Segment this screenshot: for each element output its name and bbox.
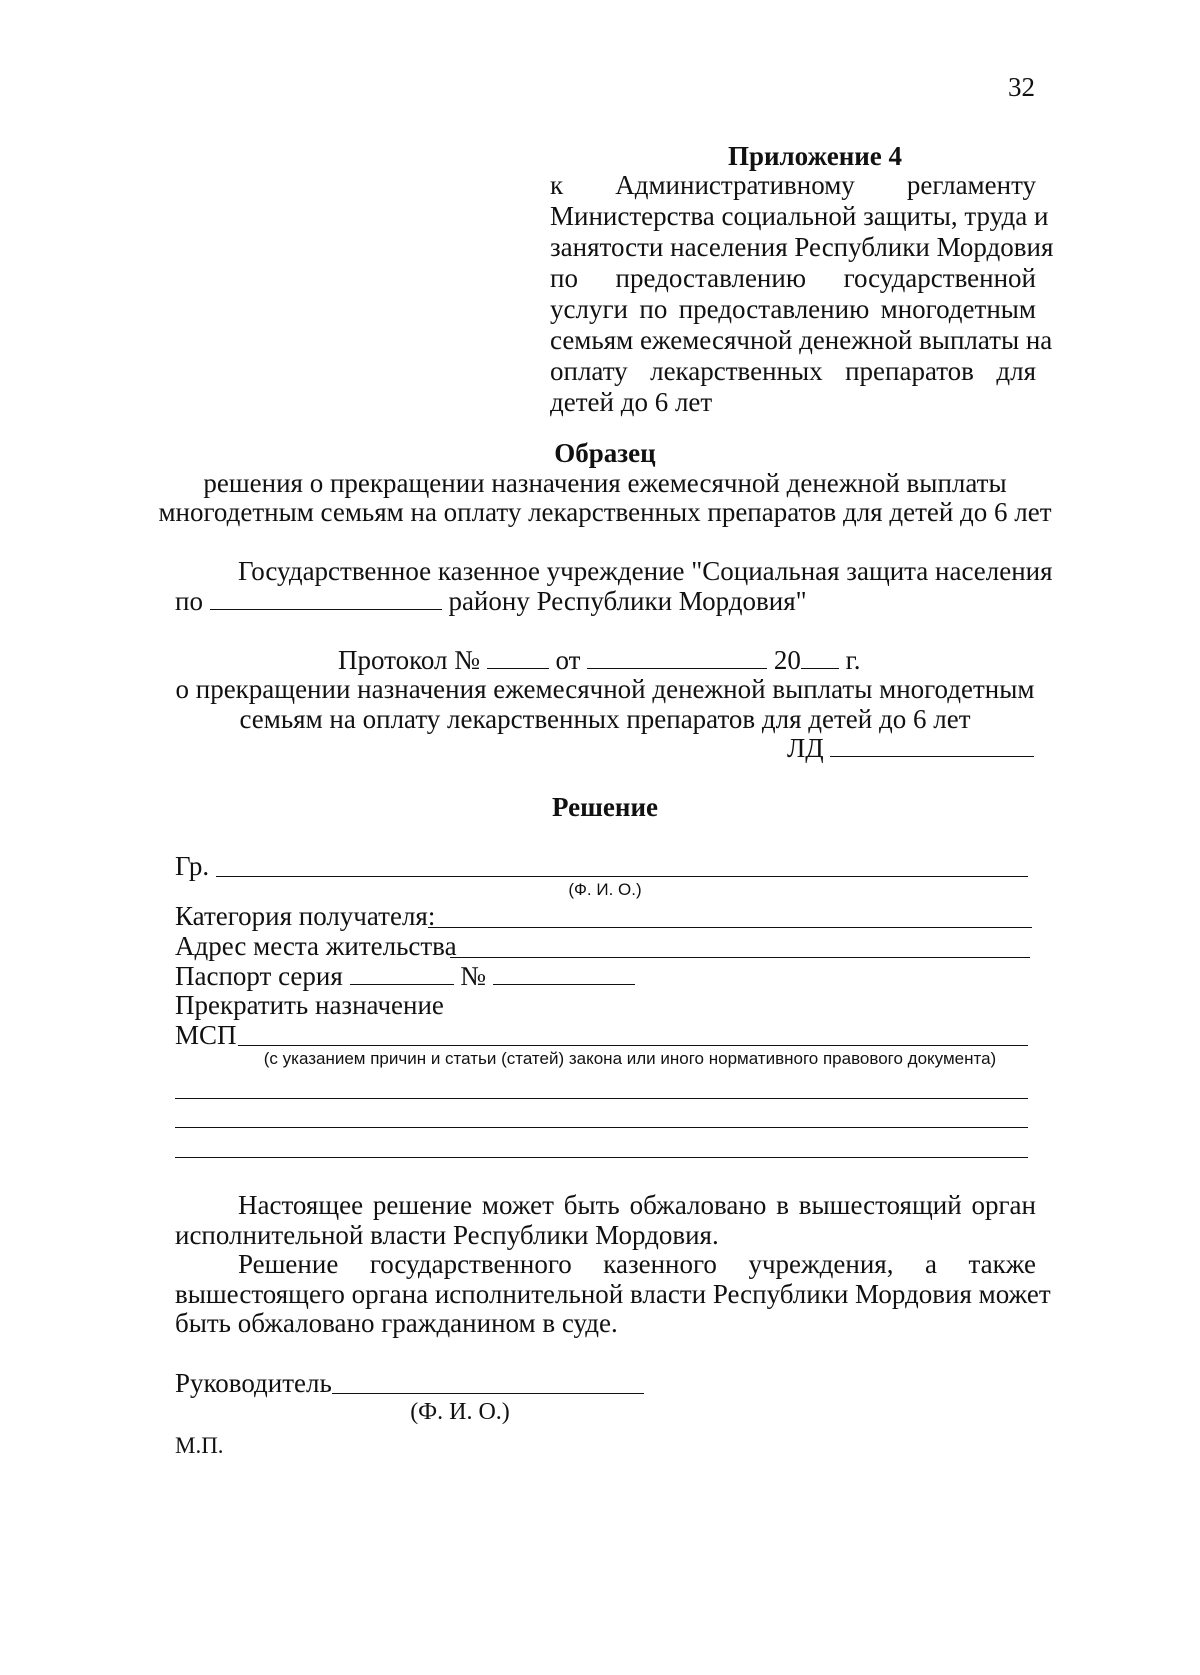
ld-blank[interactable]: [830, 734, 1034, 757]
appeal-p2-line-1: Решение государственного казенного учреждения, а также: [238, 1249, 1037, 1279]
msp-label: МСП: [175, 1020, 237, 1050]
fio-caption: (Ф. И. О.): [568, 880, 642, 899]
passport-series-blank[interactable]: [350, 962, 454, 985]
citizen-label: Гр.: [175, 851, 210, 881]
sample-title: Образец: [554, 438, 656, 468]
appendix-title: Приложение 4: [727, 141, 903, 171]
msp-blank[interactable]: [238, 1045, 1028, 1046]
institution-line-2: по району Республики Мордовия": [175, 586, 807, 616]
protocol-line-2: о прекращении назначения ежемесячной денежной выплаты многодетным: [175, 674, 1035, 704]
institution-line-1: Государственное казенное учреждение "Социальная защита населения: [238, 556, 1053, 586]
passport-number-blank[interactable]: [493, 962, 635, 985]
terminate-label: Прекратить назначение: [175, 990, 444, 1020]
category-label: Категория получателя:: [175, 901, 436, 931]
address-blank[interactable]: [450, 957, 1030, 958]
appendix-line: семьям ежемесячной денежной выплаты на: [550, 325, 1053, 355]
appeal-p2-line-2: вышестоящего органа исполнительной власти Республики Мордовия может: [175, 1279, 1051, 1309]
passport-line: Паспорт серия №: [175, 961, 635, 992]
protocol-line-3: семьям на оплату лекарственных препаратов для детей до 6 лет: [239, 704, 971, 734]
protocol-date-blank[interactable]: [587, 646, 767, 669]
ld-line: ЛД: [787, 733, 1034, 764]
page-number: 32: [1008, 72, 1035, 102]
appeal-p1-line-2: исполнительной власти Республики Мордовия.: [175, 1220, 719, 1250]
reason-blank-3[interactable]: [175, 1157, 1028, 1158]
reason-blank-1[interactable]: [175, 1098, 1028, 1099]
head-signature-blank[interactable]: [332, 1393, 644, 1394]
appendix-line: детей до 6 лет: [550, 387, 713, 417]
appendix-line: к Административному регламенту: [550, 170, 1037, 200]
decision-title: Решение: [552, 792, 658, 822]
address-label: Адрес места жительства: [175, 931, 457, 961]
reason-blank-2[interactable]: [175, 1127, 1028, 1128]
district-blank[interactable]: [210, 587, 442, 610]
appendix-line: занятости населения Республики Мордовия: [550, 232, 1054, 262]
appendix-line: по предоставлению государственной: [550, 263, 1036, 293]
category-blank[interactable]: [428, 927, 1032, 928]
sample-line-2: многодетным семьям на оплату лекарственных препаратов для детей до 6 лет: [158, 497, 1052, 527]
sample-line-1: решения о прекращении назначения ежемесячной денежной выплаты: [203, 468, 1007, 498]
protocol-line: Протокол № от 20 г.: [338, 645, 861, 675]
reason-caption: (с указанием причин и статьи (статей) закона или иного нормативного правового документа): [263, 1049, 997, 1068]
appendix-line: услуги по предоставлению многодетным: [550, 294, 1036, 324]
appendix-line: оплату лекарственных препаратов для: [550, 356, 1036, 386]
citizen-blank[interactable]: [216, 876, 1028, 877]
appeal-p1-line-1: Настоящее решение может быть обжаловано в вышестоящий орган: [238, 1190, 1036, 1220]
protocol-year-blank[interactable]: [801, 646, 839, 669]
appendix-text: [550, 170, 1054, 418]
head-fio-caption: (Ф. И. О.): [410, 1399, 510, 1425]
protocol-number-blank[interactable]: [487, 646, 549, 669]
stamp-place: М.П.: [175, 1433, 224, 1458]
appeal-p2-line-3: быть обжаловано гражданином в суде.: [175, 1308, 618, 1338]
head-label: Руководитель: [175, 1368, 332, 1398]
appendix-line: Министерства социальной защиты, труда и: [550, 201, 1049, 231]
